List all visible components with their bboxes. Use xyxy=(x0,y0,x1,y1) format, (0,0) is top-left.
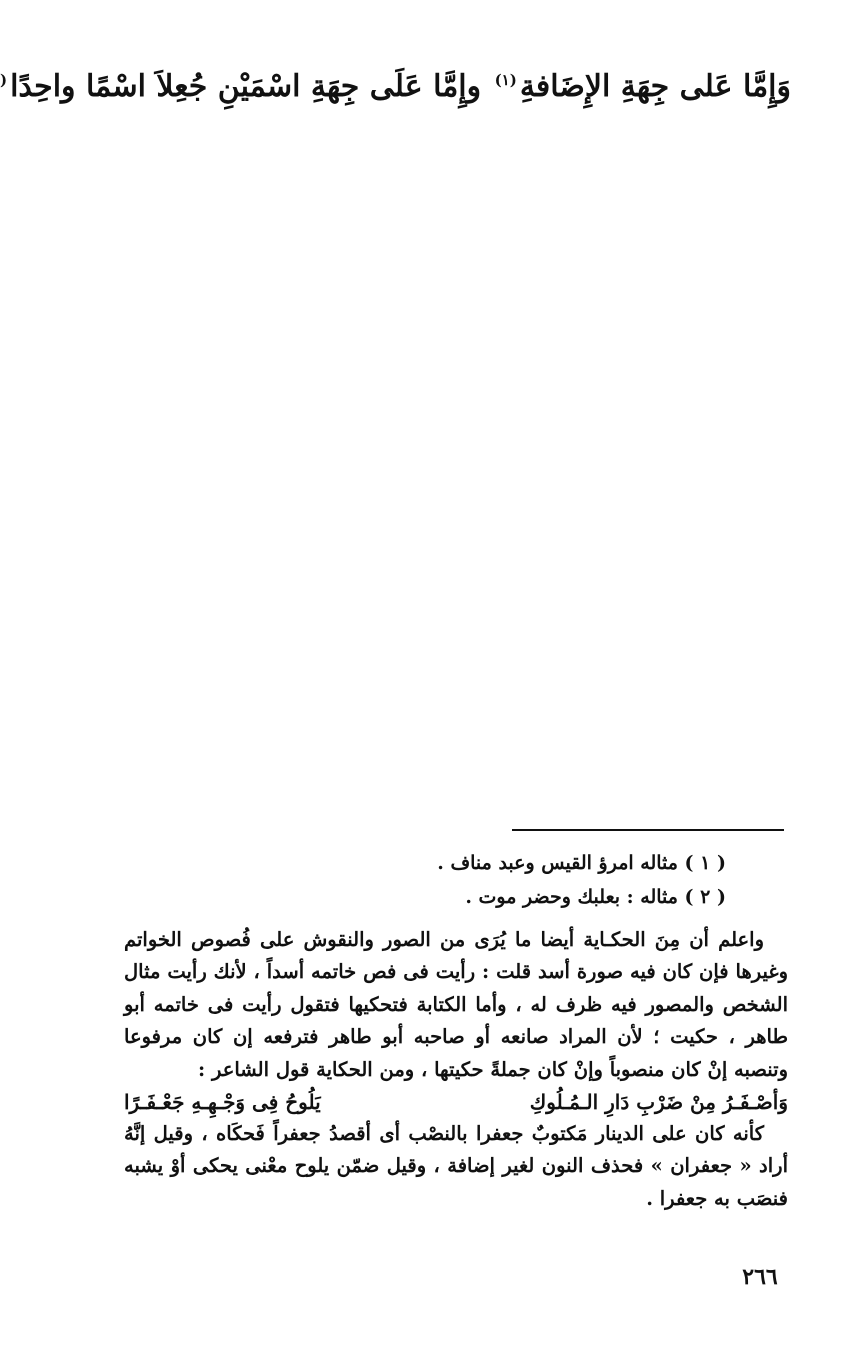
paragraph-2: كأنه كان على الدينار مَكتوبٌ جعفرا بالنصْب أى أقصدُ جعفراً فَحكَاه ، وقيل إنَّهُ أراد « جعفران » فحذف النون لغير إضافة ، وقيل ضمّن يلوح معْنى يحكى أوْ يشبه فنصَب به جعفرا . xyxy=(124,1122,788,1210)
heading-part-2: وإِمَّا عَلَى جِهَةِ اسْمَيْنِ جُعِلاَ اسْمًا واحِدًا xyxy=(10,69,482,104)
heading-part-1: وَإِمَّا عَلى جِهَةِ الإِضَافةِ xyxy=(519,69,791,104)
body-text xyxy=(124,924,788,1215)
poetry-verse xyxy=(124,1086,788,1118)
footnotes xyxy=(126,846,726,914)
footnote-ref-1: (١) xyxy=(494,71,517,89)
footnote-2: ( ٢ ) مثاله : بعلبك وحضر موت . xyxy=(465,886,726,908)
footnote-divider xyxy=(512,829,784,831)
page-number: ٢٦٦ xyxy=(742,1264,778,1290)
verse-second-hemistich: يَلُوحُ فِى وَجْـهِـهِ جَعْـفَـرًا xyxy=(124,1090,321,1115)
footnote-ref-2: ( xyxy=(0,71,8,89)
heading-text xyxy=(0,58,791,109)
footnote-1: ( ١ ) مثاله امرؤ القيس وعبد مناف . xyxy=(437,852,726,874)
paragraph-1: واعلم أن مِنَ الحكـاية أيضا ما يُرَى من الصور والنقوش على فُصوص الخواتم وغيرها فإن كان فيه صورة أسد قلت : رأيت فى فص خاتمه أسداً ، لأنك رأيت مثال الشخص والمصور فيه ظرف له ، وأما الكتابة فتحكيها فتقول رأيت فى خاتمه أبو طاهر ، حكيت ؛ لأن المراد صانعه أو صاحبه أبو طاهر فترفعه إن كان مرفوعا وتنصبه إنْ كان منصوباً وإنْ كان جملةً حكيتها ، ومن الحكاية قول الشاعر : xyxy=(124,928,788,1081)
verse-first-hemistich: وَأصْـفَـرُ مِنْ ضَرْبِ دَارِ الـمُـلُوكِ xyxy=(529,1090,788,1115)
